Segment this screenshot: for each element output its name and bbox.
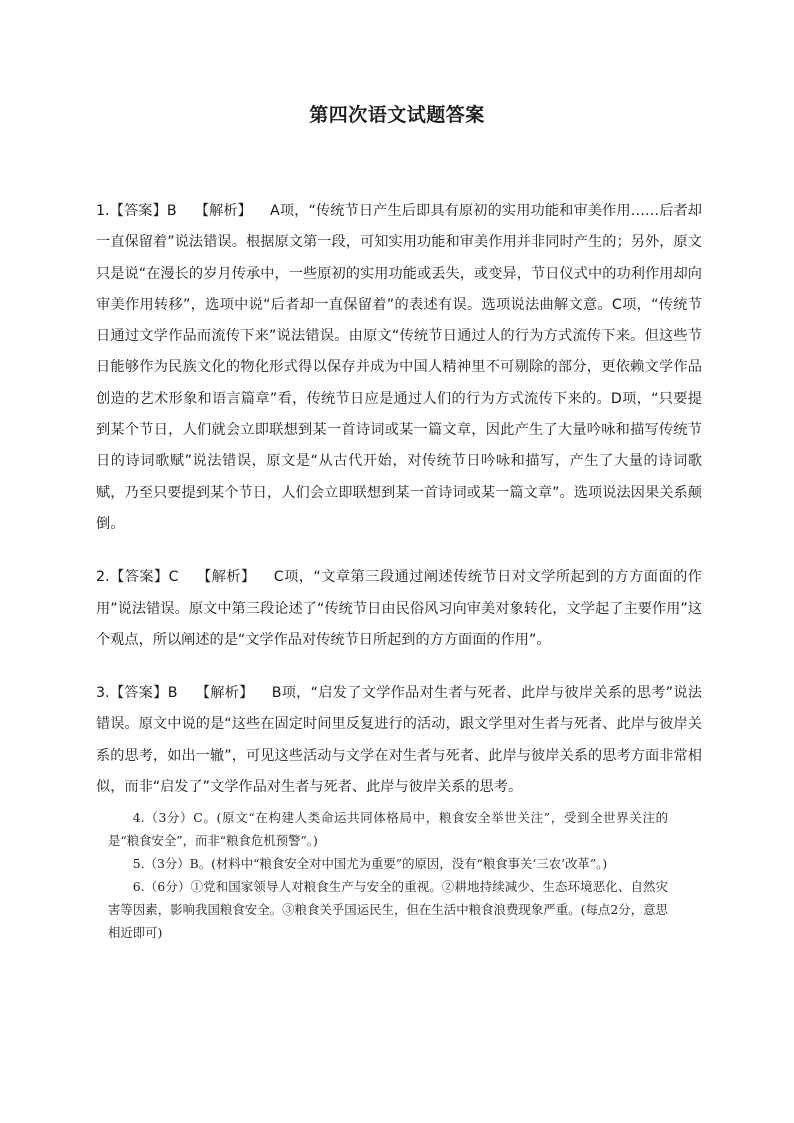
answer-section bbox=[96, 196, 702, 825]
answer-tag: 【答案】B bbox=[109, 685, 178, 702]
short-answer-6: 6.（6分）①党和国家领导人对粮食生产与安全的重视。②耕地持续减少、生态环境恶化、自然灾害等因素，影响我国粮食安全。③粮食关乎国运民生，但在生活中粮食浪费现象严重。(每点2分，意思相近即可) bbox=[108, 879, 668, 940]
answer-number: 1. bbox=[96, 203, 110, 219]
analysis-tag: 【解析】 bbox=[196, 569, 256, 586]
answer-item-2 bbox=[96, 562, 702, 656]
analysis-tag: 【解析】 bbox=[194, 203, 252, 219]
analysis-tag: 【解析】 bbox=[195, 685, 254, 702]
short-answer-4: 4.（3分）C。(原文“在构建人类命运共同体格局中，粮食安全举世关注”，受到全世界关注的是“粮食安全”，而非“粮食危机预警”。) bbox=[108, 810, 668, 848]
answer-tag: 【答案】B bbox=[109, 203, 177, 219]
analysis-text: B项，“启发了文学作品对生者与死者、此岸与彼岸关系的思考”说法错误。原文中说的是“这些在固定时间里反复进行的活动，跟文学里对生者与死者、此岸与彼岸关系的思考，如出一辙”，可见这些活动与文学在对生者与死者、此岸与彼岸关系的思考方面非常相似，而非“启发了”文学作品对生者与死者、此岸与彼岸关系的思考。 bbox=[96, 685, 703, 796]
short-answer-5: 5.（3分）B。(材料中“粮食安全对中国尤为重要”的原因，没有“粮食事关‘三农’改革”。) bbox=[132, 856, 608, 871]
analysis-text: A项，“传统节日产生后即具有原初的实用功能和审美作用……后者却一直保留着”说法错误。根据原文第一段，可知实用功能和审美作用并非同时产生的；另外，原文只是说“在漫长的岁月传承中，一些原初的实用功能或丢失，或变异，节日仪式中的功利作用却向审美作用转移”，选项中说“后者却一直保留着”的表述有误。选项说法曲解文意。C项，“传统节日通过文学作品而流传下来”说法错误。由原文“传统节日通过人的行为方式流传下来。但这些节日能够作为民族文化的物化形式得以保存并成为中国人精神里不可剔除的部分，更依赖文学作品创造的艺术形象和语言篇章”看，传统节日应是通过人们的行为方式流传下来的。D项，“只要提到某个节日，人们就会立即联想到某一首诗词或某一篇文章，因此产生了大量吟咏和描写传统节日的诗词歌赋”说法错误，原文是“从古代开始，对传统节日吟咏和描写，产生了大量的诗词歌赋，乃至只要提到某个节日，人们会立即联想到某一首诗词或某一篇文章”。选项说法因果关系颠倒。 bbox=[96, 203, 702, 532]
answer-item-3 bbox=[96, 678, 702, 803]
answer-item-1 bbox=[96, 196, 702, 540]
short-answer-section bbox=[108, 806, 668, 944]
answer-number: 2. bbox=[96, 569, 110, 586]
answer-number: 3. bbox=[96, 685, 110, 702]
analysis-text: C项，“文章第三段通过阐述传统节日对文学所起到的方方面面的作用”说法错误。原文中第三段论述了“传统节日由民俗风习向审美对象转化，文学起了主要作用”这个观点，所以阐述的是“文学作品对传统节日所起到的方方面面的作用”。 bbox=[96, 569, 702, 648]
page-title: 第四次语文试题答案 bbox=[309, 104, 485, 126]
answer-tag: 【答案】C bbox=[109, 569, 179, 586]
